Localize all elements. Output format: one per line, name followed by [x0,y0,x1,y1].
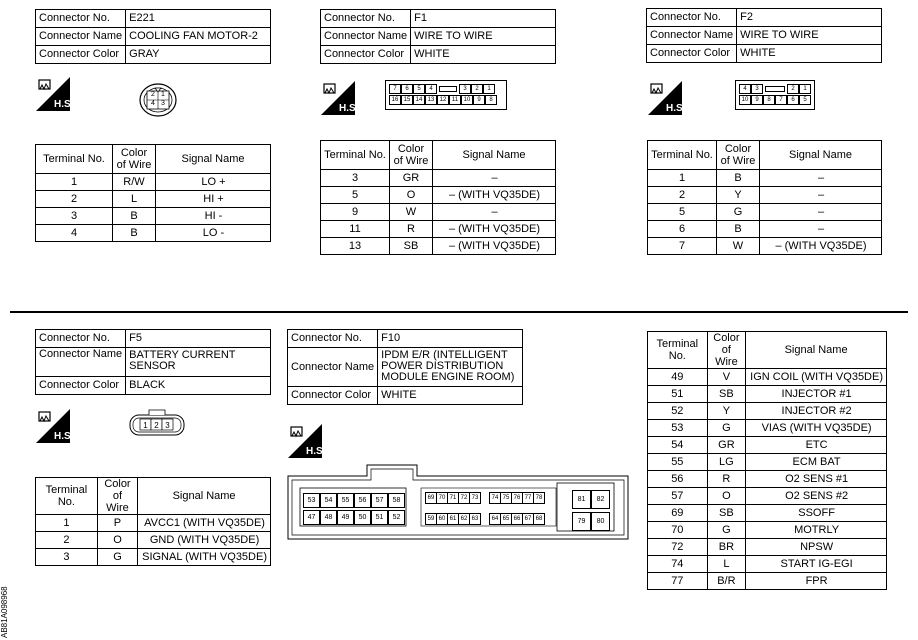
f5-terminal-table [35,477,271,566]
signal-name-cell: LO - [156,225,271,242]
hs-label: H.S. [54,431,74,442]
pin-label: 12 [437,95,449,105]
signal-name-header: Signal Name [433,141,556,170]
terminal-no-cell: 72 [648,539,708,556]
table-row [36,532,271,549]
pin-label: 15 [401,95,413,105]
table-row [648,420,887,437]
connector-color-label: Connector Color [36,46,126,64]
hs-label: H.S. [339,103,359,114]
connector-name-value: COOLING FAN MOTOR-2 [126,28,271,46]
signal-name-cell: HI - [156,208,271,225]
terminal-no-header: Terminal No. [321,141,390,170]
pin-label: 71 [447,492,459,504]
pin-label: 48 [320,510,337,525]
wire-color-cell: B [717,221,760,238]
terminal-no-header: Terminal No. [648,141,717,170]
table-row [648,505,887,522]
pin-label: 4 [425,84,437,94]
terminal-no-cell: 1 [648,170,717,187]
pin-label: 82 [591,490,610,509]
connector-name-value: WIRE TO WIRE [737,27,882,45]
terminal-no-cell: 69 [648,505,708,522]
signal-name-cell: INJECTOR #2 [746,403,887,420]
pin-label: 80 [591,512,610,531]
pin-label: 59 [425,513,437,525]
terminal-no-header: Terminal No. [36,478,98,515]
wire-color-cell: Y [707,403,746,420]
signal-name-header: Signal Name [156,145,271,174]
signal-name-cell: SSOFF [746,505,887,522]
pin-label: 77 [522,492,534,504]
terminal-no-cell: 5 [648,204,717,221]
connector-name-value: IPDM E/R (INTELLIGENT POWER DISTRIBUTION MODULE ENGINE ROOM) [378,348,523,387]
pin-label: 75 [500,492,512,504]
pin-label: 70 [436,492,448,504]
terminal-no-cell: 6 [648,221,717,238]
table-row [321,170,556,187]
wire-color-cell: GR [707,437,746,454]
wire-color-cell: R [390,221,433,238]
pin-label: 81 [572,490,591,509]
table-row [648,454,887,471]
table-row [648,238,882,255]
wire-color-header: Color of Wire [113,145,156,174]
signal-name-cell: HI + [156,191,271,208]
connector-color-value: WHITE [737,45,882,63]
terminal-no-cell: 49 [648,369,708,386]
f2-info-table [646,8,882,63]
signal-name-cell: FPR [746,573,887,590]
hs-icon [648,81,686,115]
pin-label: 9 [751,95,763,105]
signal-name-cell: – [760,187,882,204]
wire-color-cell: L [707,556,746,573]
connector-no-value: F2 [737,9,882,27]
connector-no-label: Connector No. [36,10,126,28]
section-divider [10,311,908,313]
wire-color-cell: B [113,225,156,242]
pin-label: 57 [371,493,388,508]
pin-label: 55 [337,493,354,508]
connector-name-value: WIRE TO WIRE [411,28,556,46]
connector-name-label: Connector Name [321,28,411,46]
pin-label: 4 [739,84,751,94]
pin-label: 1 [143,421,148,430]
wire-color-cell: O [390,187,433,204]
signal-name-cell: NPSW [746,539,887,556]
signal-name-header: Signal Name [760,141,882,170]
terminal-no-cell: 54 [648,437,708,454]
pin-label: 3 [161,100,165,107]
pin-label: 7 [389,84,401,94]
wire-color-cell: SB [390,238,433,255]
f10-info-table [287,329,523,405]
wire-color-cell: B [113,208,156,225]
hs-icon-graphic [648,81,686,115]
pin-label: 1 [483,84,495,94]
connector-color-label: Connector Color [288,387,378,405]
f10-connector-face [287,464,629,540]
terminal-no-cell: 52 [648,403,708,420]
signal-name-cell: – [433,204,556,221]
terminal-no-cell: 77 [648,573,708,590]
pin-label: 49 [337,510,354,525]
hs-icon-graphic [36,77,74,111]
signal-name-cell: START IG-EGI [746,556,887,573]
table-row [648,522,887,539]
terminal-no-cell: 2 [648,187,717,204]
wire-color-cell: P [97,515,137,532]
wire-color-cell: BR [707,539,746,556]
connector-no-label: Connector No. [321,10,411,28]
pin-label: 3 [165,421,170,430]
terminal-no-header: Terminal No. [36,145,113,174]
connector-no-label: Connector No. [36,330,126,348]
table-row [321,187,556,204]
connector-color-label: Connector Color [36,377,126,395]
connector-no-label: Connector No. [647,9,737,27]
wire-color-cell: R [707,471,746,488]
f5-info-table [35,329,271,395]
wire-color-cell: SB [707,386,746,403]
pin-label: 9 [473,95,485,105]
pin-label: 78 [533,492,545,504]
table-row [36,174,271,191]
table-row [648,437,887,454]
connector-color-value: WHITE [411,46,556,64]
wire-color-cell: W [390,204,433,221]
pin-label: 8 [485,95,497,105]
terminal-no-cell: 55 [648,454,708,471]
hs-icon-graphic [288,424,326,458]
pin-label: 66 [511,513,523,525]
table-row [648,488,887,505]
terminal-no-cell: 3 [321,170,390,187]
terminal-no-cell: 57 [648,488,708,505]
pin-label: 13 [425,95,437,105]
pin-label: 2 [151,91,155,98]
terminal-no-cell: 9 [321,204,390,221]
pin-label: 16 [389,95,401,105]
connector-color-label: Connector Color [647,45,737,63]
wire-color-header: Color of Wire [717,141,760,170]
f2-terminal-table [647,140,882,255]
table-row [321,238,556,255]
connector-color-value: BLACK [126,377,271,395]
signal-name-cell: – (WITH VQ35DE) [433,221,556,238]
signal-name-cell: INJECTOR #1 [746,386,887,403]
signal-name-cell: – [433,170,556,187]
table-row [648,204,882,221]
signal-name-cell: – (WITH VQ35DE) [433,187,556,204]
terminal-no-cell: 74 [648,556,708,573]
hs-icon [321,81,359,115]
f10-terminal-table [647,331,887,590]
pin-label: 1 [161,91,165,98]
signal-name-cell: – (WITH VQ35DE) [433,238,556,255]
wire-color-header: Color of Wire [97,478,137,515]
hs-label: H.S. [306,446,326,457]
hs-icon-graphic [321,81,359,115]
signal-name-cell: ECM BAT [746,454,887,471]
table-row [36,225,271,242]
signal-name-cell: O2 SENS #2 [746,488,887,505]
table-row [648,573,887,590]
pin-label: 62 [458,513,470,525]
wire-color-cell: Y [717,187,760,204]
terminal-no-cell: 1 [36,174,113,191]
pin-label: 73 [469,492,481,504]
table-row [648,170,882,187]
terminal-no-cell: 2 [36,532,98,549]
pin-label: 69 [425,492,437,504]
wire-color-cell: W [717,238,760,255]
terminal-no-cell: 56 [648,471,708,488]
wire-color-cell: B/R [707,573,746,590]
signal-name-cell: LO + [156,174,271,191]
wire-color-header: Color of Wire [390,141,433,170]
table-row [36,208,271,225]
f1-terminal-table [320,140,556,255]
pin-label: 10 [461,95,473,105]
pin-label: 58 [388,493,405,508]
signal-name-cell: – [760,204,882,221]
f1-connector-face [385,80,507,110]
signal-name-header: Signal Name [138,478,271,515]
signal-name-cell: MOTRLY [746,522,887,539]
hs-icon [288,424,326,458]
table-row [648,386,887,403]
connector-no-label: Connector No. [288,330,378,348]
pin-label: 11 [449,95,461,105]
pin-label: 2 [471,84,483,94]
connector-name-label: Connector Name [36,348,126,377]
wire-color-cell: R/W [113,174,156,191]
pin-label: 47 [303,510,320,525]
latch-icon [439,86,457,92]
e221-connector-face [134,80,182,118]
wire-color-cell: LG [707,454,746,471]
hs-icon [36,409,74,443]
table-row [36,515,271,532]
signal-name-cell: – (WITH VQ35DE) [760,238,882,255]
terminal-no-cell: 70 [648,522,708,539]
wire-color-cell: L [113,191,156,208]
pin-label: 60 [436,513,448,525]
terminal-no-cell: 13 [321,238,390,255]
hs-label: H.S. [54,99,74,110]
connector-no-value: E221 [126,10,271,28]
table-row [648,556,887,573]
pin-label: 52 [388,510,405,525]
connector-color-label: Connector Color [321,46,411,64]
pin-label: 6 [787,95,799,105]
pin-label: 53 [303,493,320,508]
e221-info-table [35,9,271,64]
pin-label: 1 [799,84,811,94]
wire-color-cell: B [717,170,760,187]
pin-label: 79 [572,512,591,531]
wire-color-cell: V [707,369,746,386]
table-row [648,471,887,488]
pin-label: 2 [154,421,159,430]
pin-label: 5 [799,95,811,105]
pin-label: 74 [489,492,501,504]
connector-color-value: GRAY [126,46,271,64]
signal-name-cell: VIAS (WITH VQ35DE) [746,420,887,437]
connector-color-value: WHITE [378,387,523,405]
pin-label: 65 [500,513,512,525]
pin-label: 54 [320,493,337,508]
wire-color-header: Color of Wire [707,332,746,369]
f1-info-table [320,9,556,64]
terminal-no-cell: 4 [36,225,113,242]
pin-label: 3 [751,84,763,94]
signal-name-cell: AVCC1 (WITH VQ35DE) [138,515,271,532]
pin-label: 72 [458,492,470,504]
pin-label: 67 [522,513,534,525]
connector-name-label: Connector Name [36,28,126,46]
connector-no-value: F1 [411,10,556,28]
pin-label: 14 [413,95,425,105]
terminal-no-cell: 1 [36,515,98,532]
terminal-no-cell: 2 [36,191,113,208]
wire-color-cell: G [707,420,746,437]
hs-icon-graphic [36,409,74,443]
terminal-no-cell: 11 [321,221,390,238]
table-row [648,187,882,204]
pin-label: 63 [469,513,481,525]
wire-color-cell: SB [707,505,746,522]
pin-label: 5 [413,84,425,94]
pin-label: 76 [511,492,523,504]
pin-label: 56 [354,493,371,508]
table-row [648,403,887,420]
terminal-no-cell: 3 [36,208,113,225]
pin-label: 8 [763,95,775,105]
signal-name-cell: ETC [746,437,887,454]
latch-icon [765,86,785,92]
signal-name-cell: – [760,170,882,187]
wire-color-cell: O [707,488,746,505]
f2-connector-face [735,80,815,110]
pin-label: 3 [459,84,471,94]
terminal-no-cell: 7 [648,238,717,255]
table-row [648,221,882,238]
signal-name-cell: IGN COIL (WITH VQ35DE) [746,369,887,386]
table-row [36,191,271,208]
pin-label: 10 [739,95,751,105]
signal-name-cell: O2 SENS #1 [746,471,887,488]
connector-no-value: F10 [378,330,523,348]
terminal-no-cell: 3 [36,549,98,566]
hs-icon [36,77,74,111]
pin-label: 64 [489,513,501,525]
table-row [36,549,271,566]
pin-label: 2 [787,84,799,94]
pin-label: 61 [447,513,459,525]
hs-label: H.S. [666,103,686,114]
terminal-no-cell: 5 [321,187,390,204]
f5-connector-face [129,408,185,436]
table-row [321,221,556,238]
signal-name-cell: GND (WITH VQ35DE) [138,532,271,549]
wire-color-cell: GR [390,170,433,187]
wire-color-cell: O [97,532,137,549]
signal-name-cell: SIGNAL (WITH VQ35DE) [138,549,271,566]
wire-color-cell: G [707,522,746,539]
connector-name-value: BATTERY CURRENT SENSOR [126,348,271,377]
figure-code: AB81A098968 [0,586,9,638]
terminal-no-cell: 53 [648,420,708,437]
pin-label: 68 [533,513,545,525]
table-row [321,204,556,221]
connector-name-label: Connector Name [288,348,378,387]
wire-color-cell: G [717,204,760,221]
pin-label: 4 [151,100,155,107]
wire-color-cell: G [97,549,137,566]
pin-label: 50 [354,510,371,525]
pin-label: 7 [775,95,787,105]
pin-label: 51 [371,510,388,525]
terminal-no-cell: 51 [648,386,708,403]
pin-label: 6 [401,84,413,94]
connector-outline-icon [134,80,182,118]
connector-name-label: Connector Name [647,27,737,45]
signal-name-header: Signal Name [746,332,887,369]
connector-no-value: F5 [126,330,271,348]
table-row [648,369,887,386]
e221-terminal-table [35,144,271,242]
signal-name-cell: – [760,221,882,238]
terminal-no-header: Terminal No. [648,332,708,369]
table-row [648,539,887,556]
